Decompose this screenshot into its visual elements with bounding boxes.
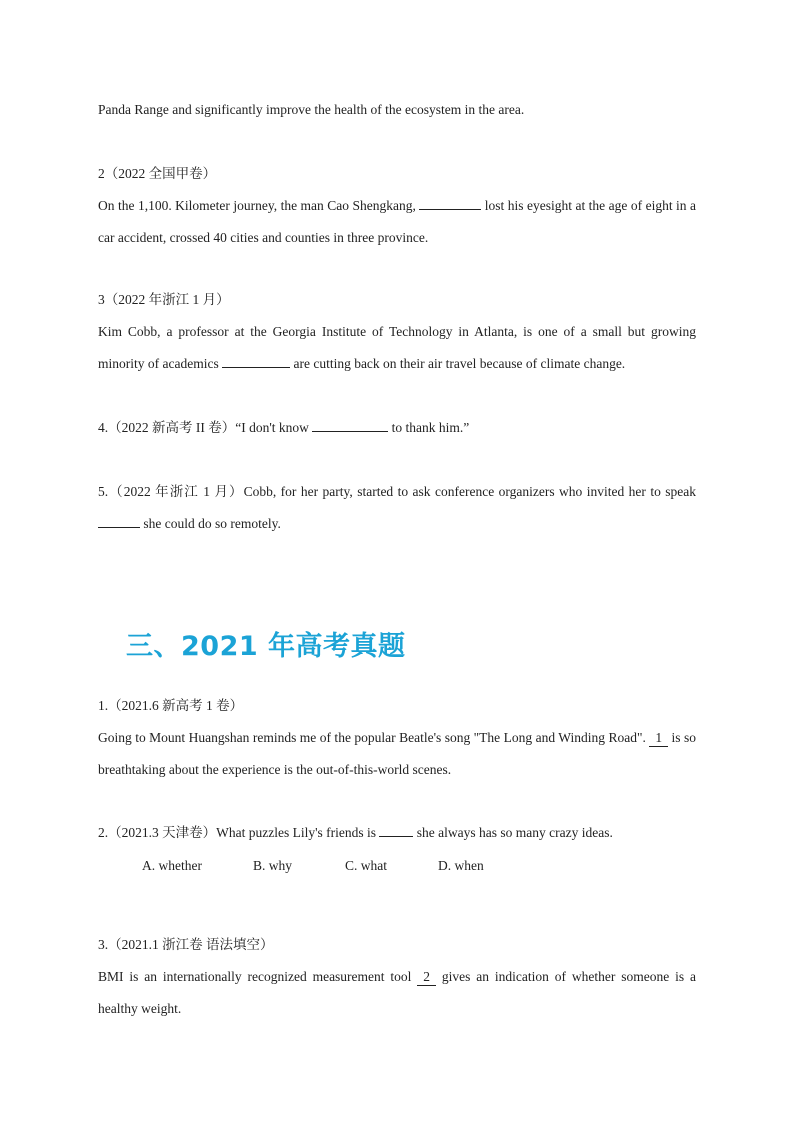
answer-blank[interactable]: [312, 417, 388, 432]
question-text: BMI is an internationally recognized measurement tool 2 gives an indication of whether someone is a healthy weight.: [98, 969, 696, 1016]
question-text: On the 1,100. Kilometer journey, the man Cao Shengkang, lost his eyesight at the age of eight in a car accident, crossed 40 cities and counties in three province.: [98, 190, 696, 254]
option-a[interactable]: A. whether: [142, 858, 202, 873]
answer-blank[interactable]: [222, 353, 290, 368]
answer-options: [142, 851, 484, 881]
question-text: 2.（2021.3 天津卷）What puzzles Lily's friends is she always has so many crazy ideas.: [98, 817, 696, 849]
question-text: 5.（2022 年浙江 1 月）Cobb, for her party, started to ask conference organizers who invited her to speak she could do so remotely.: [98, 484, 696, 531]
option-d[interactable]: D. when: [438, 858, 484, 873]
option-c[interactable]: C. what: [345, 858, 387, 873]
option-b[interactable]: B. why: [253, 858, 293, 873]
question-source: 3（2022 年浙江 1 月）: [98, 292, 230, 307]
answer-blank[interactable]: 2: [417, 969, 436, 986]
answer-blank[interactable]: 1: [649, 730, 668, 747]
answer-blank[interactable]: [419, 195, 481, 210]
question-source: 2（2022 全国甲卷）: [98, 166, 217, 181]
question-text: Kim Cobb, a professor at the Georgia Institute of Technology in Atlanta, is one of a small but growing minority of academics are cutting back on their air travel because of climate change.: [98, 324, 696, 371]
answer-blank[interactable]: [379, 822, 413, 837]
question-text: Going to Mount Huangshan reminds me of the popular Beatle's song "The Long and Winding Road". 1 is so breathtaking about the experience is the out-of-this-world scenes.: [98, 730, 696, 777]
continuation-text: Panda Range and significantly improve the health of the ecosystem in the area.: [98, 102, 525, 117]
question-text: 4.（2022 新高考 II 卷）“I don't know to thank him.”: [98, 412, 696, 444]
section-heading: 三、2021 年高考真题: [126, 631, 406, 662]
question-source: 3.（2021.1 浙江卷 语法填空）: [98, 937, 274, 952]
question-source: 1.（2021.6 新高考 1 卷）: [98, 698, 244, 713]
answer-blank[interactable]: [98, 513, 140, 528]
